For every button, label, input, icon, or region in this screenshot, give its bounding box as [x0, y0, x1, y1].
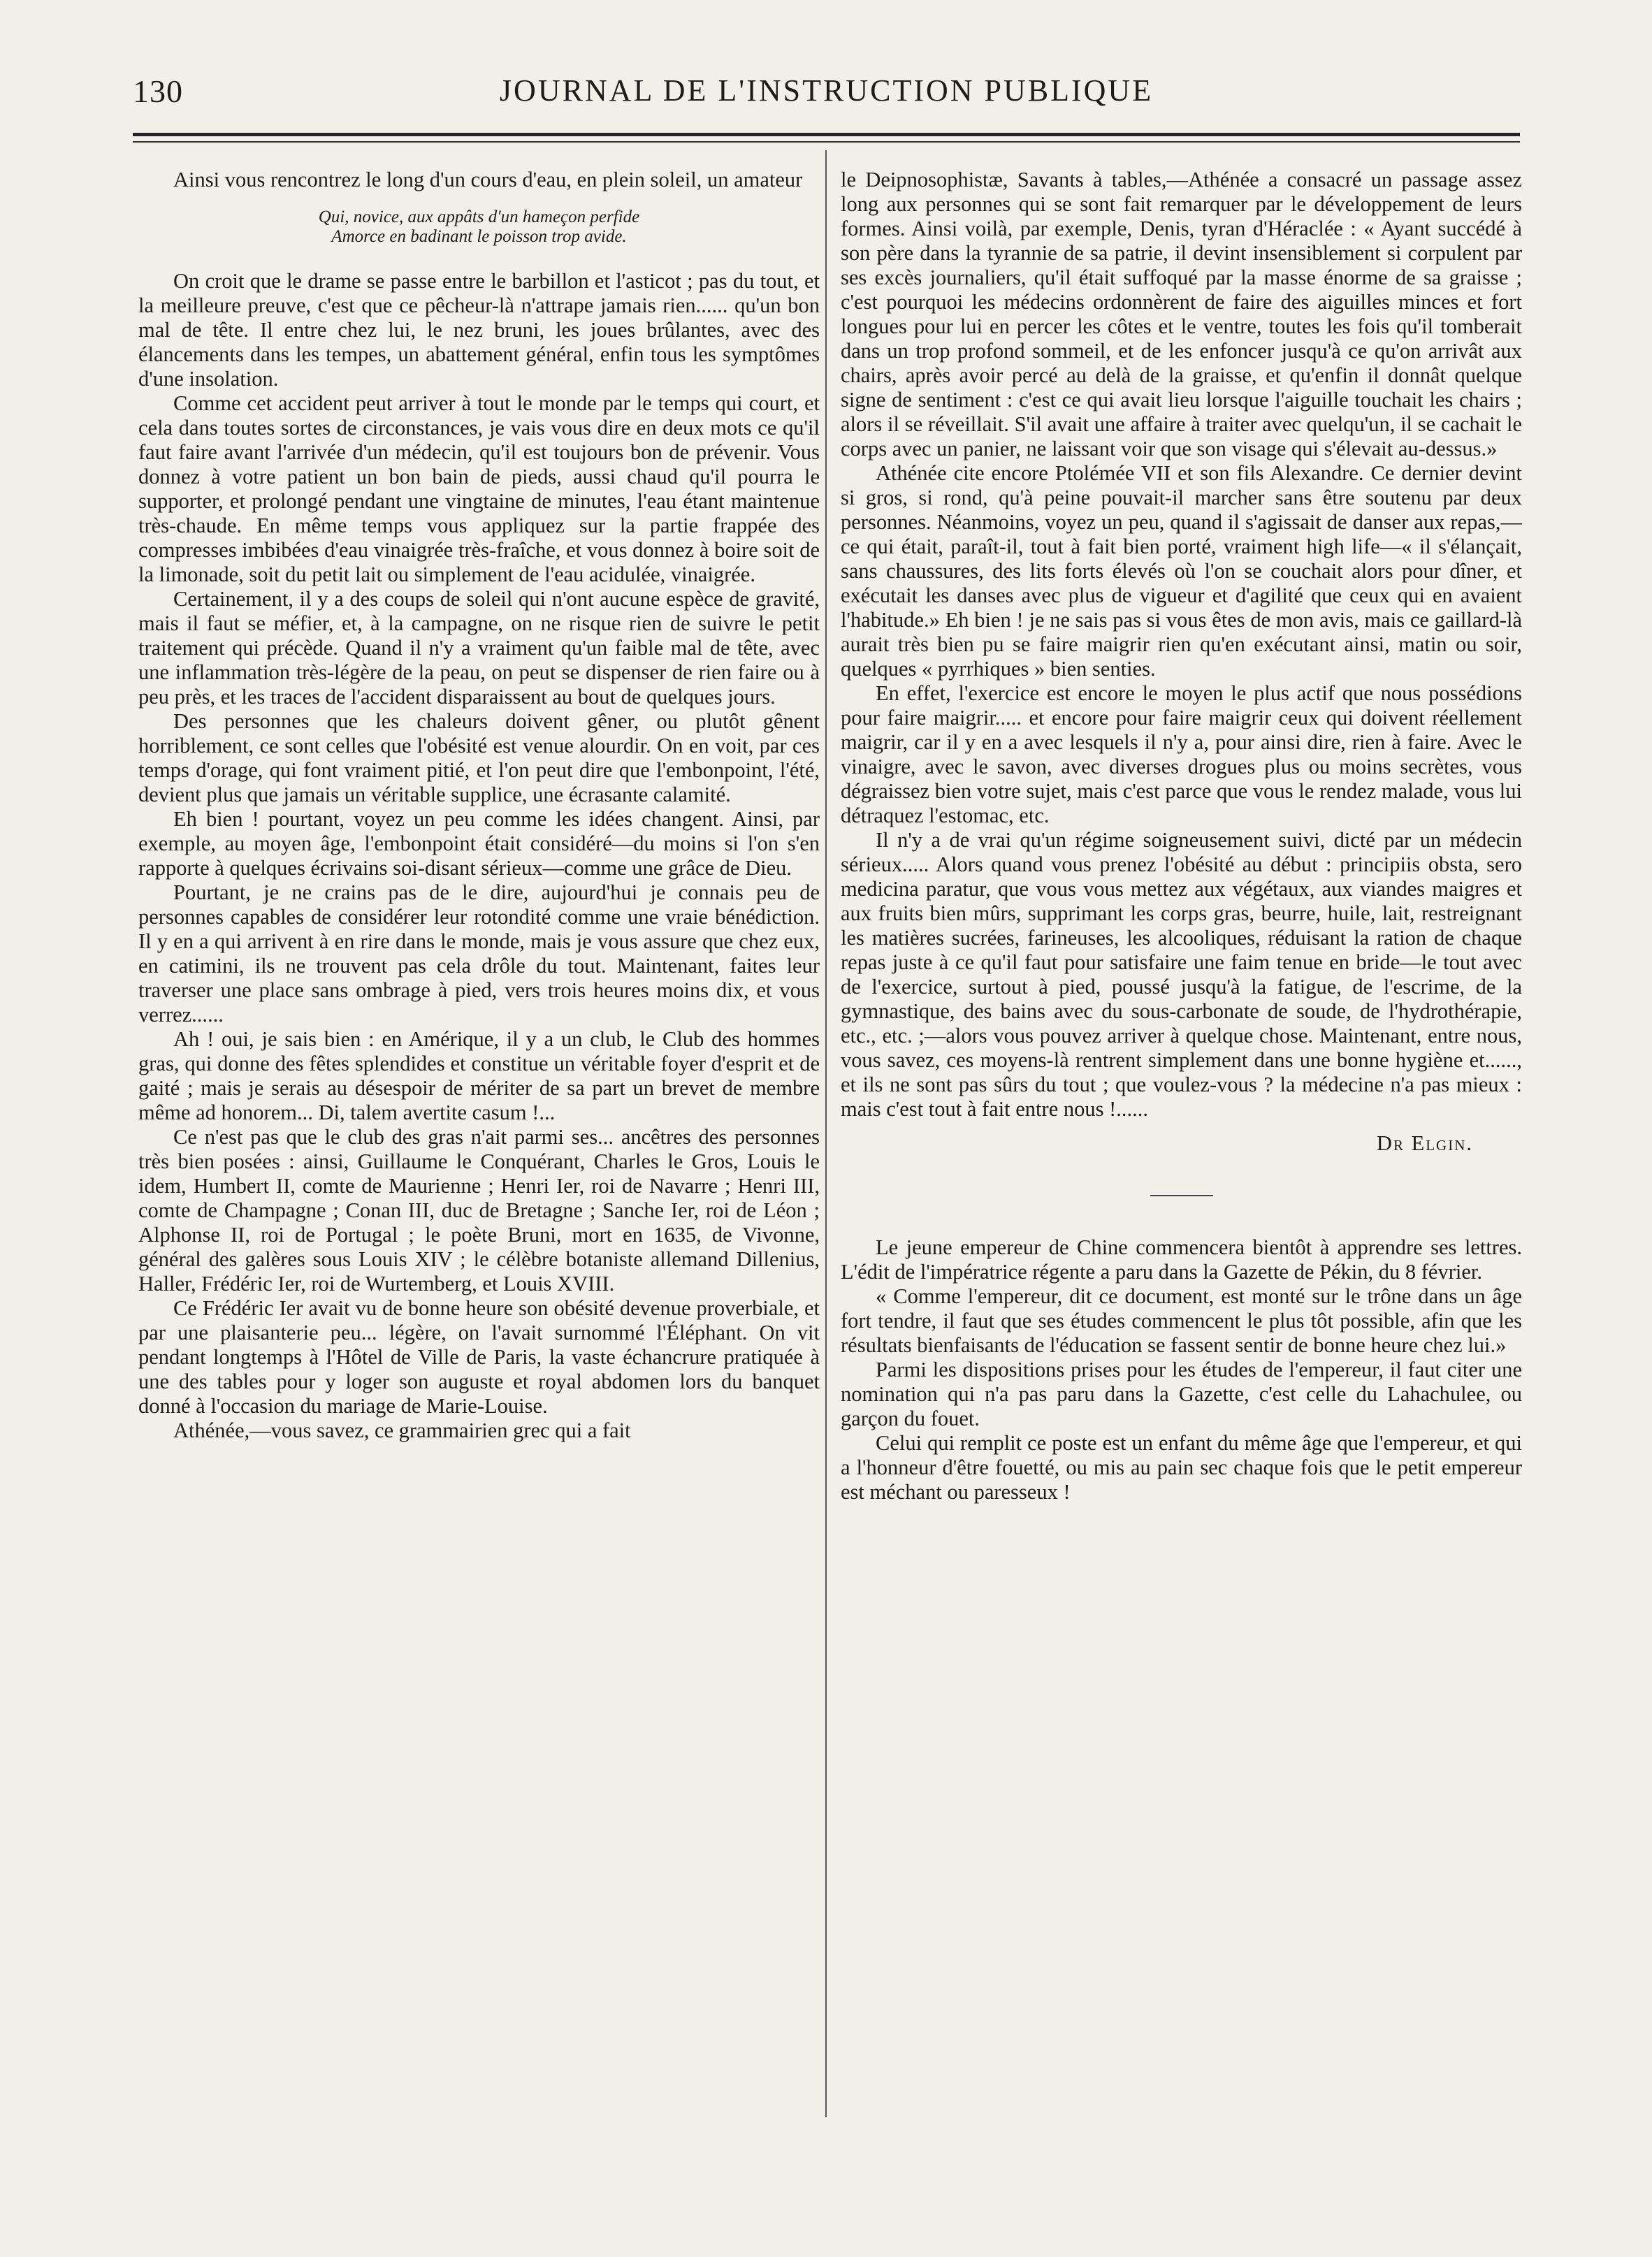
author-signature: Dr Elgin. [1376, 1131, 1473, 1155]
verse-line: Amorce en badinant le poisson trop avide. [331, 227, 627, 246]
intro-paragraph: Ainsi vous rencontrez le long d'un cours d'eau, en plein soleil, un amateur [173, 168, 803, 191]
paragraph: Ce Frédéric Ier avait vu de bonne heure son obésité devenue proverbiale, et par une plaisanterie peu... légère, on l'avait surnommé l'Éléphant. On vit pendant longtemps à l'Hôtel de Ville de Paris, la vaste échancrure pratiquée à une des tables pour y loger son auguste et royal abdomen lors du banquet donné à l'occasion du mariage de Marie-Louise. [138, 1296, 820, 1418]
page-number: 130 [133, 73, 183, 109]
paragraph: Il n'y a de vrai qu'un régime soigneusement suivi, dicté par un médecin sérieux..... Alors quand vous prenez l'obésité au début : principiis obsta, sero medicina paratur, que vous vous mettez aux végétaux, aux viandes maigres et aux fruits bien mûrs, supprimant les corps gras, beurre, huile, lait, restreignant les matières sucrées, farineuses, les alcooliques, réduisant la ration de chaque repas juste à ce qu'il faut pour satisfaire une faim tenue en bride—le tout avec de l'exercice, surtout à pied, poussé jusqu'à la fatigue, de l'escrime, de la gymnastique, des bains avec du sous-carbonate de soude, de l'hydrothérapie, etc., etc. ;—alors vous pouvez arriver à quelque chose. Maintenant, entre nous, vous savez, ces moyens-là rentrent simplement dans une bonne hygiène et......, et ils ne sont pas sûrs du tout ; que voulez-vous ? la médecine n'a pas mieux : mais c'est tout à fait entre nous !...... [841, 828, 1522, 1121]
header-rule-thin [133, 141, 1520, 143]
verse-line: Qui, novice, aux appâts d'un hameçon perfide [318, 208, 640, 226]
paragraph: On croit que le drame se passe entre le barbillon et l'asticot ; pas du tout, et la meilleure preuve, c'est que ce pêcheur-là n'attrape jamais rien...... qu'un bon mal de tête. Il entre chez lui, le nez bruni, les joues brûlantes, avec des élancements dans les tempes, un abattement général, enfin tous les symptômes d'une insolation. [138, 269, 820, 391]
journal-title: JOURNAL DE L'INSTRUCTION PUBLIQUE [499, 73, 1154, 108]
paragraph: Comme cet accident peut arriver à tout le monde par le temps qui court, et cela dans toutes sortes de circonstances, je vais vous dire en deux mots ce qu'il faut faire avant l'arrivée d'un médecin, qu'il est toujours bon de prévenir. Vous donnez à votre patient un bon bain de pieds, aussi chaud qu'il pourra le supporter, et prolongé pendant une vingtaine de minutes, l'eau étant maintenue très-chaude. En même temps vous appliquez sur la partie frappée des compresses imbibées d'eau vinaigrée très-fraîche, et vous donnez à boire soit de la limonade, soit du petit lait ou simplement de l'eau acidulée, vinaigrée. [138, 391, 820, 586]
article-separator [1150, 1195, 1213, 1196]
header-rule-thick [133, 133, 1520, 136]
paragraph: Ce n'est pas que le club des gras n'ait parmi ses... ancêtres des personnes très bien posées : ainsi, Guillaume le Conquérant, Charles le Gros, Louis le idem, Humbert II, comte de Maurienne ; Henri Ier, roi de Navarre ; Henri III, comte de Champagne ; Conan III, duc de Bretagne ; Sanche Ier, roi de Léon ; Alphonse II, roi de Portugal ; le poète Bruni, mort en 1635, de Vivonne, général des galères sous Louis XIV ; le célèbre botaniste allemand Dillenius, Haller, Frédéric Ier, roi de Wurtemberg, et Louis XVIII. [138, 1125, 820, 1296]
paragraph: Parmi les dispositions prises pour les études de l'empereur, il faut citer une nomination qui n'a pas paru dans la Gazette, c'est celle du Lahachulee, ou garçon du fouet. [841, 1358, 1522, 1430]
paragraph: Certainement, il y a des coups de soleil qui n'ont aucune espèce de gravité, mais il faut se méfier, et, à la campagne, on ne risque rien de suivre le petit traitement qui précède. Quand il n'y a vraiment qu'un faible mal de tête, avec une inflammation très-légère de la peau, on peut se dispenser de rien faire ou à peu près, et les traces de l'accident disparaissent au bout de quelques jours. [138, 587, 820, 709]
paragraph: le Deipnosophistæ, Savants à tables,—Athénée a consacré un passage assez long aux personnes qui se sont fait remarquer par le développement de leurs formes. Ainsi voilà, par exemple, Denis, tyran d'Héraclée : « Ayant succédé à son père dans la tyrannie de sa patrie, il devint insensiblement si corpulent par ses excès journaliers, qu'il était suffoqué par la masse énorme de sa graisse ; c'est pourquoi les médecins ordonnèrent de faire des aiguilles minces et fort longues pour lui en percer les côtes et le ventre, toutes les fois qu'il tomberait dans un trop profond sommeil, et de les enfoncer jusqu'à ce qu'on arrivât aux chairs, après avoir percé au delà de la graisse, et qu'enfin il donnât quelque signe de sentiment : c'est ce qui avait lieu lorsque l'aiguille touchait les chairs ; alors il se réveillait. S'il avait une affaire à traiter avec quelqu'un, il se cachait le corps avec un panier, ne laissant voir que son visage qui s'élevait au-dessus.» [841, 168, 1522, 460]
page-header [133, 67, 1520, 109]
paragraph: « Comme l'empereur, dit ce document, est monté sur le trône dans un âge fort tendre, il faut que ses études commencent le plus tôt possible, afin que les résultats bienfaisants de l'éducation se fassent sentir de bonne heure chez lui.» [841, 1284, 1522, 1357]
paragraph: Athénée cite encore Ptolémée VII et son fils Alexandre. Ce dernier devint si gros, si rond, qu'à peine pouvait-il marcher sans être soutenu par deux personnes. Néanmoins, voyez un peu, quand il s'agissait de danser aux repas,—ce qui était, paraît-il, tout à fait bien porté, vraiment high life—« il s'élançait, sans chaussures, des lits forts élevés où l'on se couchait alors pour dîner, et exécutait les danses avec plus de vigueur et d'agilité que ceux qui en avaient l'habitude.» Eh bien ! je ne sais pas si vous êtes de mon avis, mais ce gaillard-là aurait très bien pu se faire maigrir rien qu'en exécutant ainsi, matin ou soir, quelques « pyrrhiques » bien senties. [841, 461, 1522, 681]
column-divider [825, 150, 827, 2117]
paragraph: Celui qui remplit ce poste est un enfant du même âge que l'empereur, et qui a l'honneur d'être fouetté, ou mis au pain sec chaque fois que le petit empereur est méchant ou paresseux ! [841, 1431, 1522, 1504]
paragraph: Eh bien ! pourtant, voyez un peu comme les idées changent. Ainsi, par exemple, au moyen âge, l'embonpoint était considéré—du moins si l'on s'en rapporte à quelques écrivains soi-disant sérieux—comme une grâce de Dieu. [138, 807, 820, 880]
paragraph: Pourtant, je ne crains pas de le dire, aujourd'hui je connais peu de personnes capables de considérer leur rotondité comme une vraie bénédiction. Il y en a qui arrivent à en rire dans le monde, mais je vous assure que chez eux, en catimini, ils ne trouvent pas cela drôle du tout. Maintenant, faites leur traverser une place sans ombrage à pied, vers trois heures moins dix, et vous verrez...... [138, 880, 820, 1026]
paragraph: Athénée,—vous savez, ce grammairien grec qui a fait [173, 1418, 631, 1442]
paragraph: En effet, l'exercice est encore le moyen le plus actif que nous possédions pour faire maigrir..... et encore pour faire maigrir ceux qui doivent réellement maigrir, car il y en a avec lesquels il n'y a, pour ainsi dire, rien à faire. Avec le vinaigre, avec le savon, avec diverses drogues plus ou moins secrètes, vous dégraissez bien votre sujet, mais c'est parce que vous le rendez malade, vous lui détraquez l'estomac, etc. [841, 681, 1522, 827]
left-column [138, 168, 820, 2124]
paragraph: Le jeune empereur de Chine commencera bientôt à apprendre ses lettres. L'édit de l'impératrice régente a paru dans la Gazette de Pékin, du 8 février. [841, 1235, 1522, 1284]
paragraph: Ah ! oui, je sais bien : en Amérique, il y a un club, le Club des hommes gras, qui donne des fêtes splendides et constitue un véritable foyer d'esprit et de gaité ; mais je serais au désespoir de mériter de sa part un brevet de membre même ad honorem... Di, talem avertite casum !... [138, 1027, 820, 1124]
right-column [841, 168, 1522, 2124]
paragraph: Des personnes que les chaleurs doivent gêner, ou plutôt gênent horriblement, ce sont celles que l'obésité est venue alourdir. On en voit, par ces temps d'orage, qui font vraiment pitié, et l'on peut dire que l'embonpoint, l'été, devient plus que jamais un véritable supplice, une écrasante calamité. [138, 709, 820, 806]
verse-quote [138, 208, 820, 247]
